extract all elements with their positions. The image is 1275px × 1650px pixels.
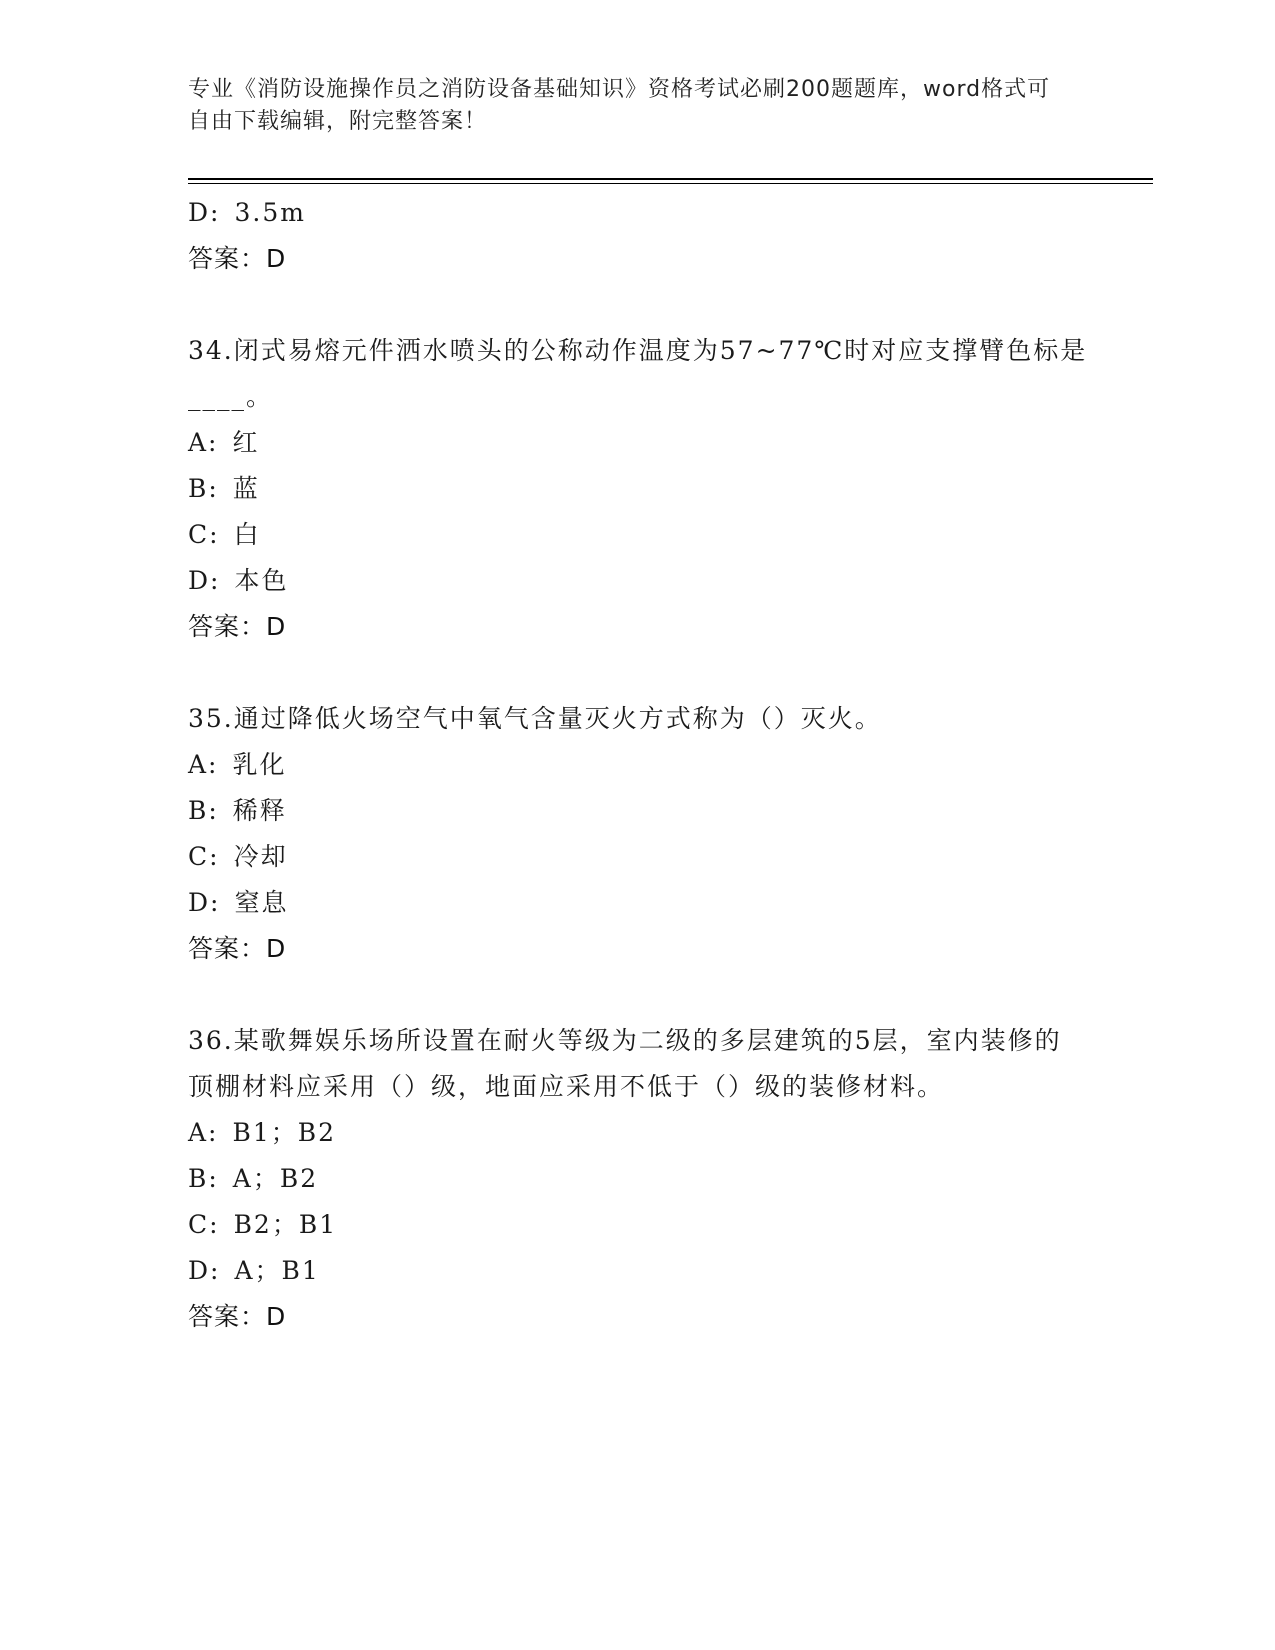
option-key: A: — [188, 428, 219, 457]
option-text: 白 — [233, 520, 261, 549]
option-line — [188, 1202, 1088, 1248]
option-text: A；B1 — [234, 1256, 320, 1285]
option-line — [188, 742, 1088, 788]
option-key: D: — [188, 888, 221, 917]
answer-line: 答案：D — [188, 244, 287, 273]
option-text: 蓝 — [232, 474, 260, 503]
question-text: 36.某歌舞娱乐场所设置在耐火等级为二级的多层建筑的5层，室内装修的顶棚材料应采用（）级，地面应采用不低于（）级的装修材料。 — [188, 1026, 1062, 1101]
option-line — [188, 1248, 1088, 1294]
question-35 — [188, 696, 1088, 972]
question-list — [188, 190, 1088, 1340]
answer-line: 答案：D — [188, 934, 287, 963]
option-key: B: — [188, 796, 219, 825]
question-34 — [188, 328, 1088, 650]
option-text: B2；B1 — [233, 1210, 338, 1239]
option-key: B: — [188, 474, 219, 503]
question-36 — [188, 1018, 1088, 1340]
option-line — [188, 558, 1088, 604]
option-line — [188, 190, 1088, 236]
option-line — [188, 788, 1088, 834]
option-text: 稀释 — [232, 796, 287, 825]
question-text: 35.通过降低火场空气中氧气含量灭火方式称为（）灭火。 — [188, 704, 882, 733]
option-text: 红 — [232, 428, 260, 457]
option-line — [188, 466, 1088, 512]
option-key: C: — [188, 1210, 220, 1239]
answer-line: 答案：D — [188, 1302, 287, 1331]
option-key: A: — [188, 1118, 219, 1147]
option-key: B: — [188, 1164, 219, 1193]
option-key: C: — [188, 520, 220, 549]
option-text: 窒息 — [234, 888, 289, 917]
option-line — [188, 1156, 1088, 1202]
header-rule-thick — [188, 178, 1153, 180]
option-text: A；B2 — [232, 1164, 319, 1193]
option-key: A: — [188, 750, 219, 779]
option-text: B1；B2 — [232, 1118, 337, 1147]
option-key: D: — [188, 198, 221, 227]
option-text: 冷却 — [233, 842, 288, 871]
option-line — [188, 1110, 1088, 1156]
header-rule-thin — [188, 183, 1153, 184]
page-header: 专业《消防设施操作员之消防设备基础知识》资格考试必刷200题题库，word格式可自由下载编辑，附完整答案！ — [188, 77, 1051, 134]
option-text: 乳化 — [232, 750, 287, 779]
option-key: C: — [188, 842, 220, 871]
option-line — [188, 420, 1088, 466]
option-key: D: — [188, 1256, 221, 1285]
option-text: 3.5m — [234, 198, 306, 227]
option-line — [188, 880, 1088, 926]
answer-line: 答案：D — [188, 612, 287, 641]
option-text: 本色 — [234, 566, 289, 595]
option-line — [188, 512, 1088, 558]
option-key: D: — [188, 566, 221, 595]
option-line — [188, 834, 1088, 880]
question-text: 34.闭式易熔元件洒水喷头的公称动作温度为57~77℃时对应支撑臂色标是____。 — [188, 336, 1088, 411]
